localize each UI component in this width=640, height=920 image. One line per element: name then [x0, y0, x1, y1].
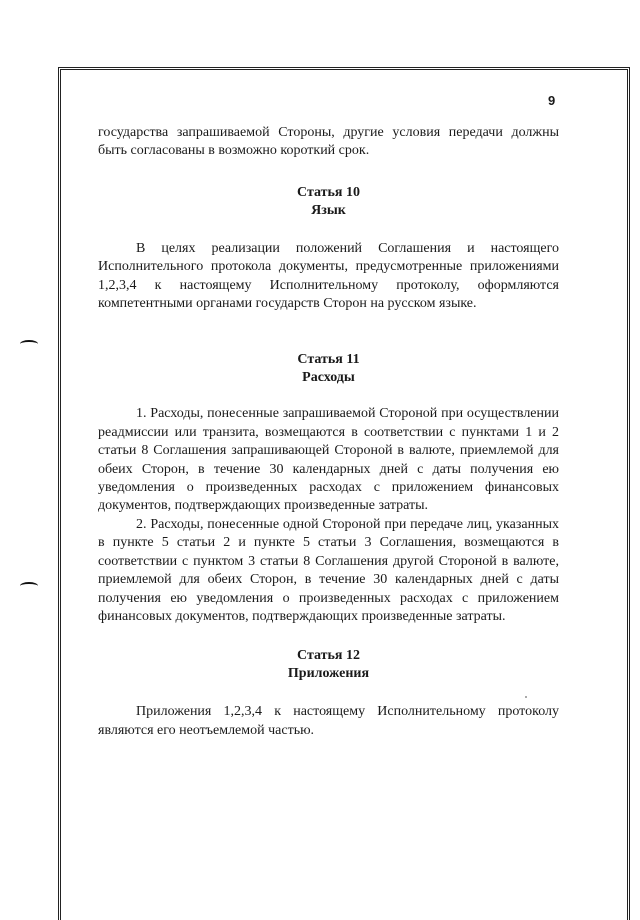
page-number: 9 — [548, 93, 556, 108]
article-12-paragraph: Приложения 1,2,3,4 к настоящему Исполнительному протоколу являются его неотъемлемой частью. — [98, 704, 559, 738]
article-12-subtitle: Приложения — [287, 666, 370, 682]
article-12-title: Статья 12 — [297, 648, 360, 664]
document-body — [98, 124, 559, 740]
article-10-subtitle: Язык — [311, 202, 346, 218]
binding-mark — [20, 340, 38, 348]
article-11-subtitle: Расходы — [302, 370, 355, 386]
article-11-title: Статья 11 — [297, 352, 360, 368]
article-10-title: Статья 10 — [297, 184, 360, 200]
article-10-paragraph: В целях реализации положений Соглашения и настоящего Исполнительного протокола документы, предусмотренные приложениями 1,2,3,4 к настоящему Исполнительному протоколу, оформляются компетентными органами государств Сторон на русском языке. — [98, 240, 559, 312]
article-11-paragraph-1: 1. Расходы, понесенные запрашиваемой Стороной при осуществлении реадмиссии или транзита, возмещаются в соответствии с пунктами 1 и 2 статьи 8 Соглашения запрашивающей Стороной в валюте, приемлемой для обеих Сторон, в течение 30 календарных дней с даты получения ею уведомления о произведенных расходах с приложением финансовых документов, подтверждающих произведенные затраты. — [98, 406, 559, 514]
article-11-paragraph-2: 2. Расходы, понесенные одной Стороной при передаче лиц, указанных в пункте 5 статьи 2 и пункте 5 статьи 3 Соглашения, возмещаются в соответствии с пунктом 3 статьи 8 Соглашения другой Стороной в валюте, приемлемой для обеих Сторон, в течение 30 календарных дней с даты получения ею уведомления о произведенных расходах с приложением финансовых документов, подтверждающих произведенные затраты. — [98, 516, 559, 624]
intro-paragraph: государства запрашиваемой Стороны, другие условия передачи должны быть согласованы в возможно короткий срок. — [98, 125, 559, 159]
binding-mark — [20, 582, 38, 590]
